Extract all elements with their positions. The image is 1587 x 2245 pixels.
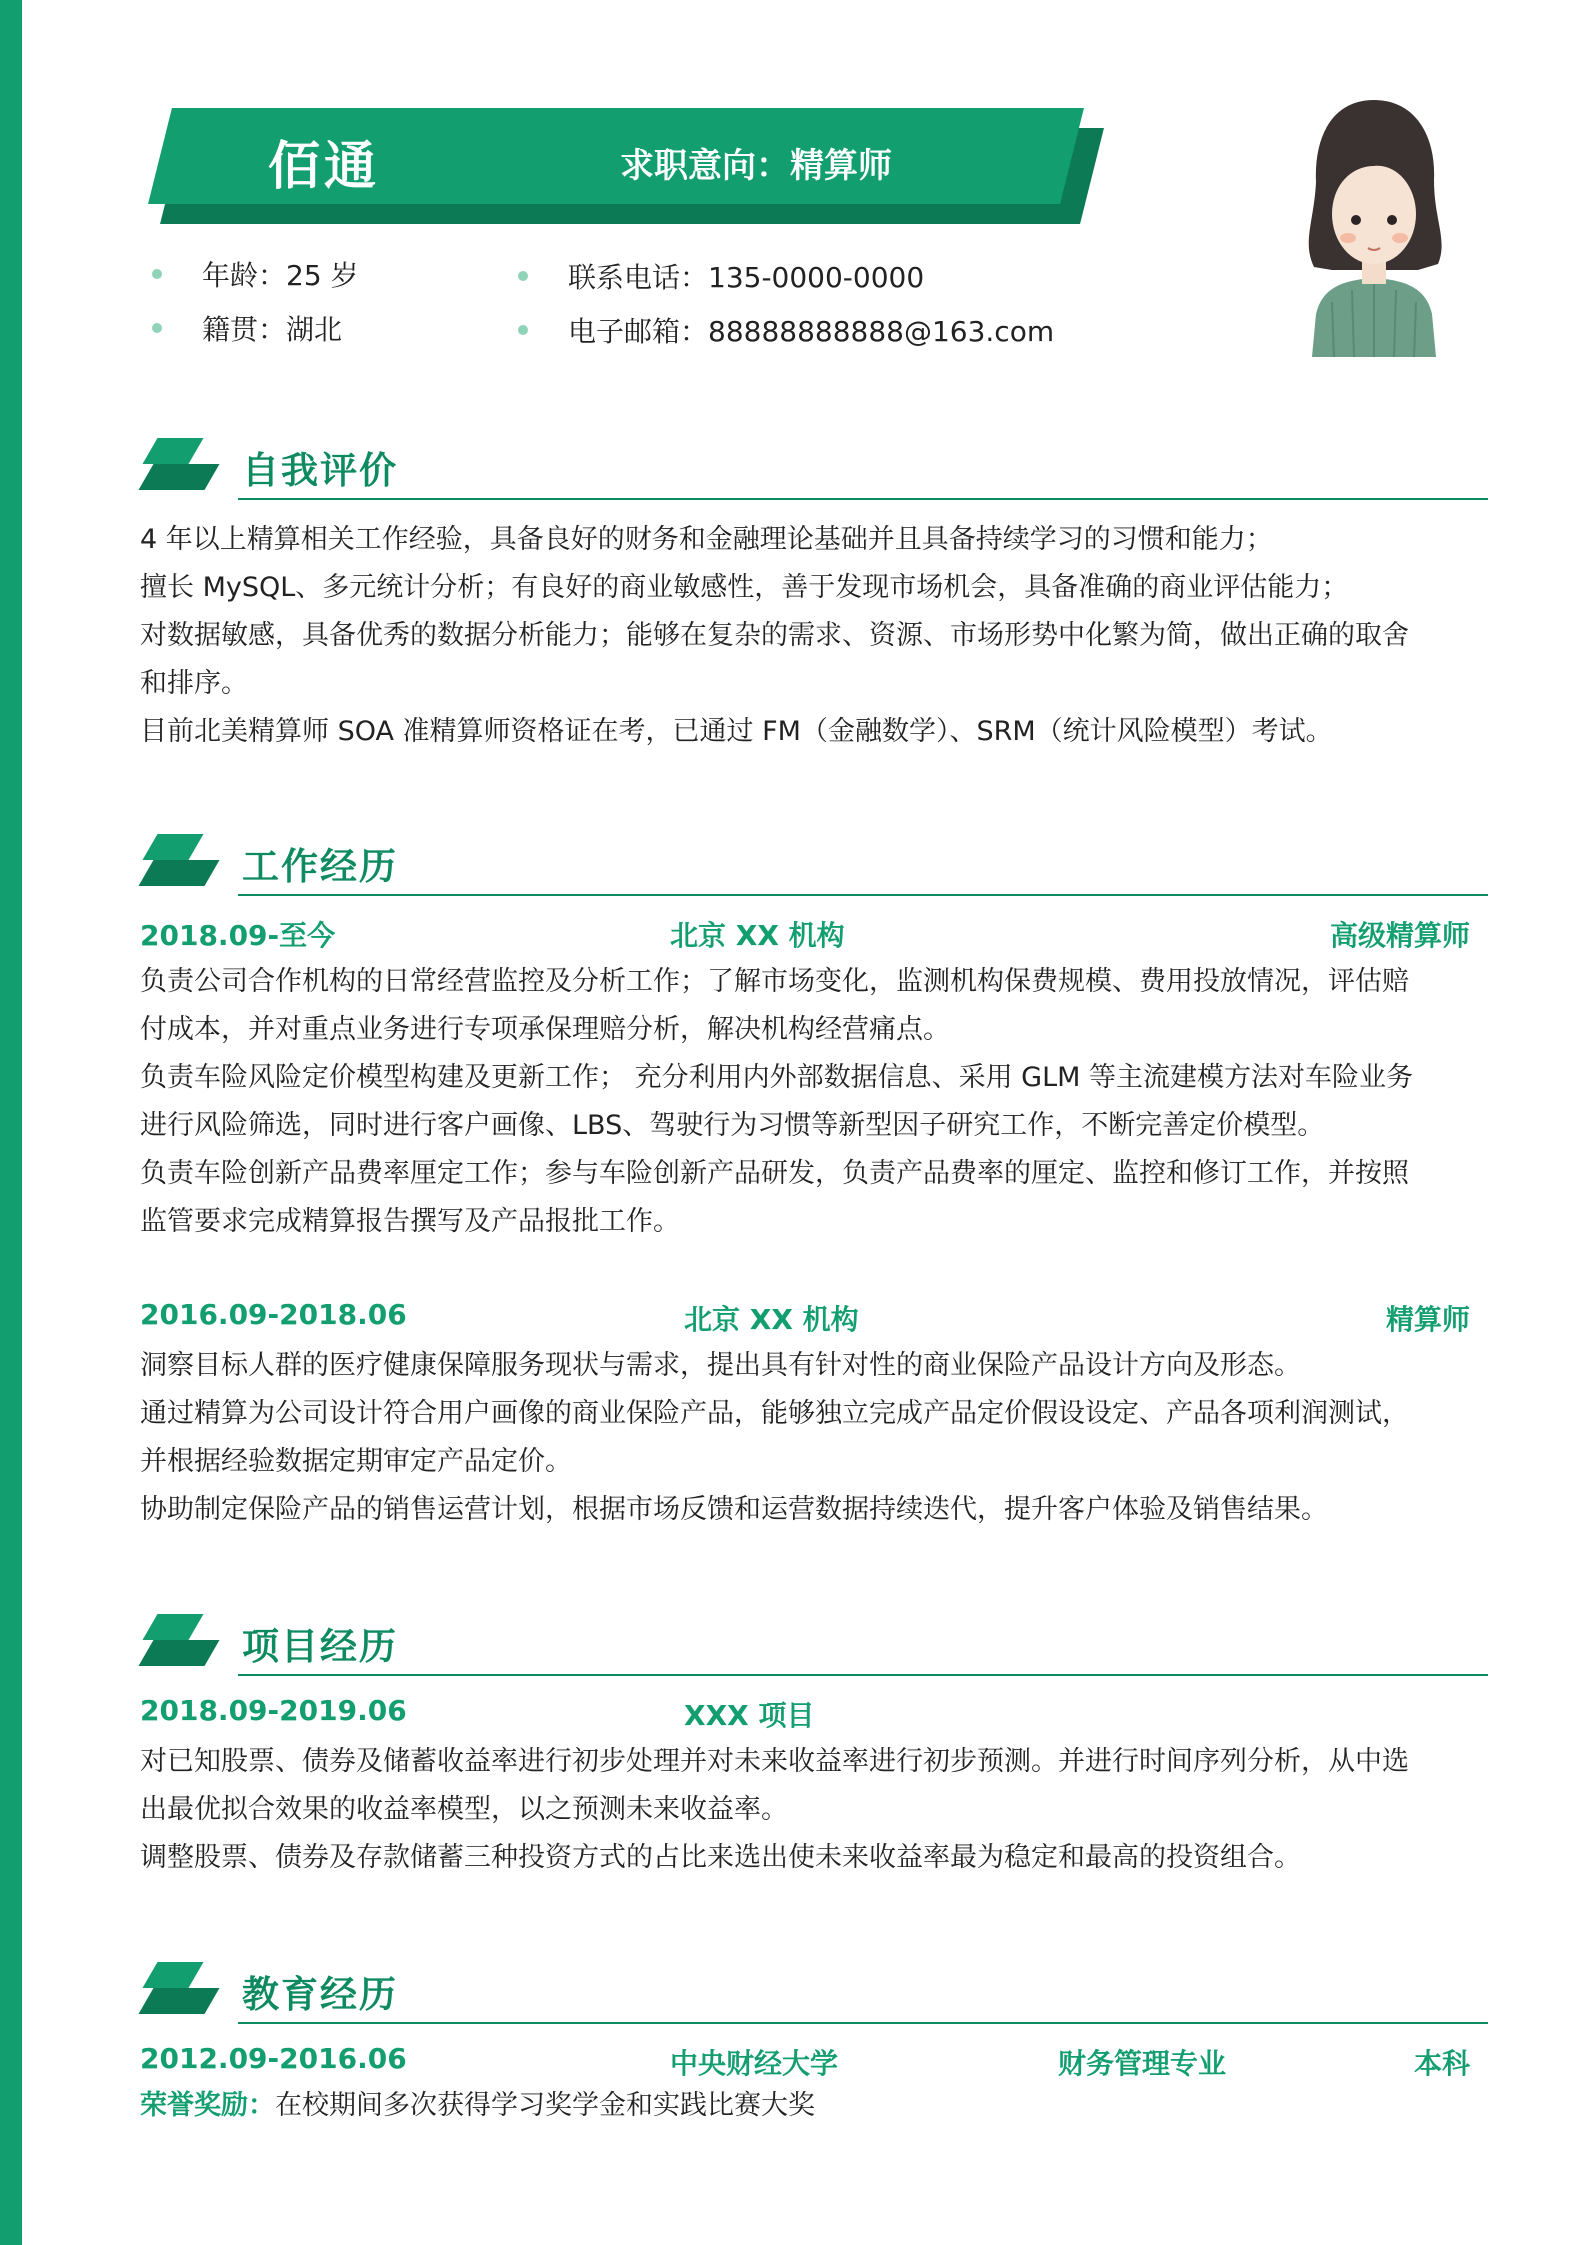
job-header (140, 1292, 1470, 1340)
bullet-icon (518, 325, 528, 335)
job-role: 高级精算师 (1329, 919, 1470, 952)
job-period: 2016.09-2018.06 (140, 1298, 407, 1331)
honor-label: 荣誉奖励： (140, 2090, 275, 2121)
education-period: 2012.09-2016.06 (140, 2042, 407, 2075)
candidate-name: 佰通 (268, 137, 381, 197)
left-accent-bar (0, 0, 22, 2245)
section-title: 工作经历 (242, 845, 398, 888)
bullet-icon (152, 323, 162, 333)
section-header-work (138, 826, 1488, 896)
avatar (1292, 92, 1457, 357)
education-major: 财务管理专业 (1058, 2047, 1227, 2080)
project-period: 2018.09-2019.06 (140, 1694, 407, 1727)
section-title: 教育经历 (242, 1973, 398, 2016)
bullet-icon (152, 269, 162, 279)
self-evaluation-text: 4 年以上精算相关工作经验，具备良好的财务和金融理论基础并且具备持续学习的习惯和能力； 擅长 MySQL、多元统计分析；有良好的商业敏感性，善于发现市场机会，具备准确的商业评估能力； 对数据敏感，具备优秀的数据分析能力；能够在复杂的需求、资源、市场形势中化繁为简，做出正确的取舍 和排序。 目前北美精算师 SOA 准精算师资格证在考，已通过 FM（金融数学）、SRM（统计风险模型）考试。 (140, 524, 1409, 747)
project-header (140, 1688, 1470, 1736)
contact-hometown: 籍贯：湖北 (152, 308, 342, 348)
job-period: 2018.09-至今 (140, 919, 336, 952)
education-school: 中央财经大学 (670, 2047, 839, 2080)
education-honor (140, 2082, 1470, 2130)
job-role: 精算师 (1385, 1303, 1470, 1336)
job-company: 北京 XX 机构 (684, 1303, 859, 1336)
section-header-project (138, 1606, 1488, 1676)
job-description: 洞察目标人群的医疗健康保障服务现状与需求，提出具有针对性的商业保险产品设计方向及形态。 通过精算为公司设计符合用户画像的商业保险产品，能够独立完成产品定价假设设定、产品各项利润测试， 并根据经验数据定期审定产品定价。 协助制定保险产品的销售运营计划，根据市场反馈和运营数据持续迭代，提升客户体验及销售结果。 (140, 1350, 1409, 1525)
honor-text: 在校期间多次获得学习奖学金和实践比赛大奖 (275, 2090, 815, 2121)
section-title: 自我评价 (242, 449, 398, 492)
job-header (140, 908, 1470, 956)
job-intent: 求职意向：精算师 (620, 146, 892, 186)
job-description: 负责公司合作机构的日常经营监控及分析工作；了解市场变化，监测机构保费规模、费用投放情况，评估赔 付成本，并对重点业务进行专项承保理赔分析，解决机构经营痛点。 负责车险风险定价模型构建及更新工作； 充分利用内外部数据信息、采用 GLM 等主流建模方法对车险业务 进行风险筛选，同时进行客户画像、LBS、驾驶行为习惯等新型因子研究工作，不断完善定价模型。 负责车险创新产品费率厘定工作；参与车险创新产品研发，负责产品费率的厘定、监控和修订工作，并按照 监管要求完成精算报告撰写及产品报批工作。 (140, 966, 1414, 1237)
section-header-self (138, 430, 1488, 500)
section-title: 项目经历 (242, 1625, 398, 1668)
contact-email: 电子邮箱：88888888888@163.com (518, 310, 1054, 350)
project-name: XXX 项目 (684, 1699, 815, 1732)
project-description: 对已知股票、债券及储蓄收益率进行初步处理并对未来收益率进行初步预测。并进行时间序列分析，从中选 出最优拟合效果的收益率模型，以之预测未来收益率。 调整股票、债券及存款储蓄三种投资方式的占比来选出使未来收益率最为稳定和最高的投资组合。 (140, 1746, 1409, 1873)
bullet-icon (518, 271, 528, 281)
job-company: 北京 XX 机构 (670, 919, 845, 952)
contact-age: 年龄：25 岁 (152, 254, 359, 294)
contact-phone: 联系电话：135-0000-0000 (518, 256, 924, 296)
education-degree: 本科 (1413, 2047, 1470, 2080)
education-header (140, 2036, 1470, 2084)
header-banner (150, 108, 1100, 228)
section-header-education (138, 1954, 1488, 2024)
